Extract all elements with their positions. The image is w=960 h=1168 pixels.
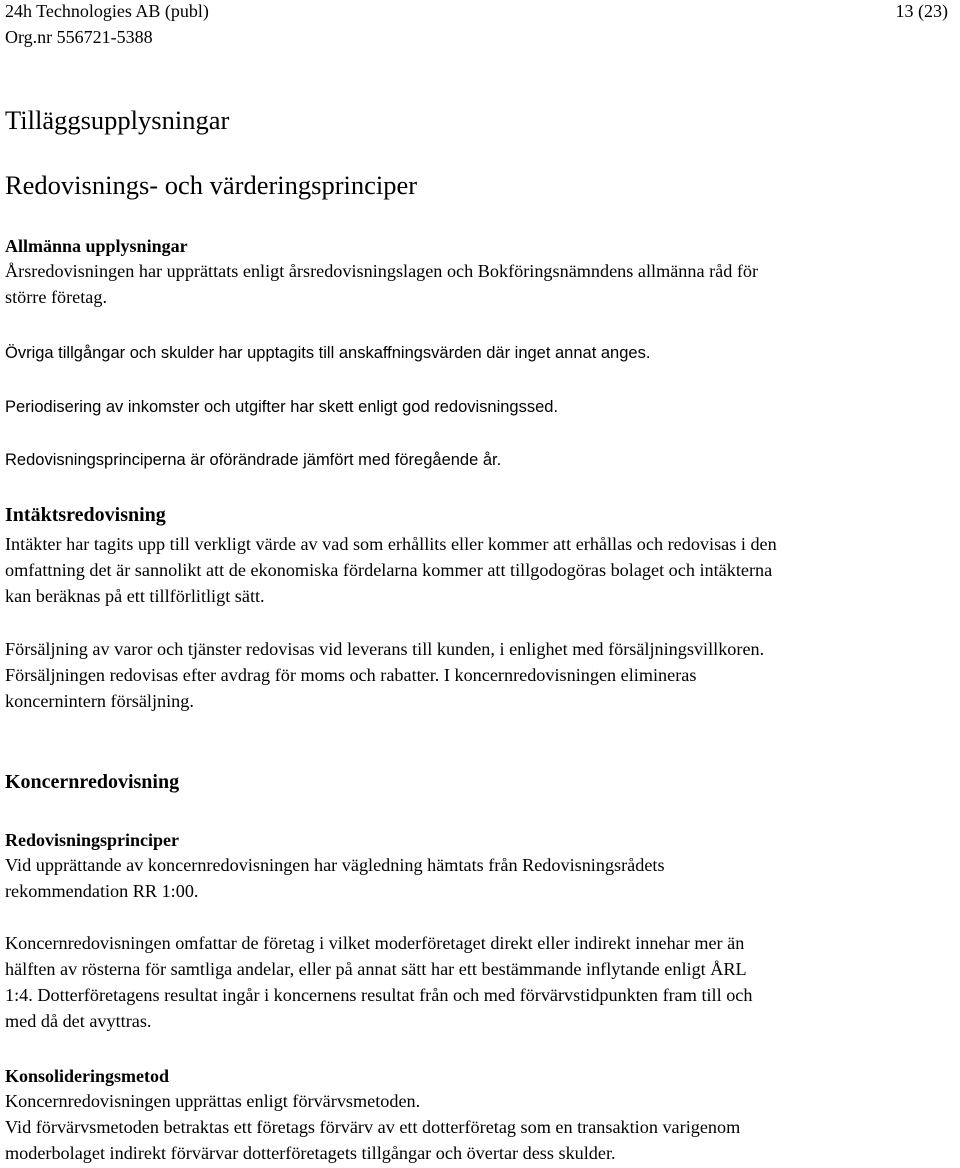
metod-line-3: moderbolaget indirekt förvärvar dotterföretagets tillgångar och övertar dess skulder. — [5, 1143, 616, 1163]
allmanna-heading: Allmänna upplysningar — [5, 236, 188, 256]
omfattar-line-3: 1:4. Dotterföretagens resultat ingår i koncernens resultat från och med förvärvstidpunkten fram till och — [5, 985, 753, 1005]
intakt-p2-line-1: Försäljning av varor och tjänster redovisas vid leverans till kunden, i enlighet med försäljningsvillkoren. — [5, 639, 765, 659]
metod-line-1: Koncernredovisningen upprättas enligt förvärvsmetoden. — [5, 1091, 421, 1111]
org-number: Org.nr 556721-5388 — [5, 27, 153, 47]
intakt-p2-line-2: Försäljningen redovisas efter avdrag för moms och rabatter. I koncernredovisningen elimineras — [5, 665, 697, 685]
intakt-p2-line-3: koncernintern försäljning. — [5, 691, 194, 711]
omfattar-line-2: hälften av rösterna för samtliga andelar, eller på annat sätt har ett bestämmande inflytande enligt ÅRL — [5, 959, 747, 979]
allmanna-paragraph-4: Redovisningsprinciperna är oförändrade jämfört med föregående år. — [5, 451, 502, 469]
allmanna-line-1: Årsredovisningen har upprättats enligt årsredovisningslagen och Bokföringsnämndens allmänna råd för — [5, 261, 759, 281]
koncern-heading: Koncernredovisning — [5, 771, 180, 793]
page-number: 13 (23) — [895, 1, 948, 21]
page-title: Tilläggsupplysningar — [5, 105, 230, 135]
omfattar-line-1: Koncernredovisningen omfattar de företag i vilket moderföretaget direkt eller indirekt innehar mer än — [5, 933, 745, 953]
omfattar-line-4: med då det avyttras. — [5, 1011, 152, 1031]
metod-heading: Konsolideringsmetod — [5, 1066, 170, 1086]
intakt-heading: Intäktsredovisning — [5, 504, 166, 526]
principer-line-2: rekommendation RR 1:00. — [5, 881, 199, 901]
intakt-p1-line-3: kan beräknas på ett tillförlitligt sätt. — [5, 586, 265, 606]
section-title: Redovisnings- och värderingsprinciper — [5, 170, 418, 200]
allmanna-paragraph-2: Övriga tillgångar och skulder har upptagits till anskaffningsvärden där inget annat anges. — [5, 344, 651, 362]
principer-line-1: Vid upprättande av koncernredovisningen har vägledning hämtats från Redovisningsrådets — [5, 855, 665, 875]
intakt-p1-line-1: Intäkter har tagits upp till verkligt värde av vad som erhållits eller kommer att erhållas och redovisas i den — [5, 534, 777, 554]
company-name: 24h Technologies AB (publ) — [5, 1, 209, 21]
metod-line-2: Vid förvärvsmetoden betraktas ett företags förvärv av ett dotterföretag som en transaktion varigenom — [5, 1117, 741, 1137]
principer-heading: Redovisningsprinciper — [5, 830, 180, 850]
allmanna-paragraph-3: Periodisering av inkomster och utgifter har skett enligt god redovisningssed. — [5, 398, 559, 416]
allmanna-line-2: större företag. — [5, 287, 108, 307]
intakt-p1-line-2: omfattning det är sannolikt att de ekonomiska fördelarna kommer att tillgodogöras bolaget och intäkterna — [5, 560, 773, 580]
